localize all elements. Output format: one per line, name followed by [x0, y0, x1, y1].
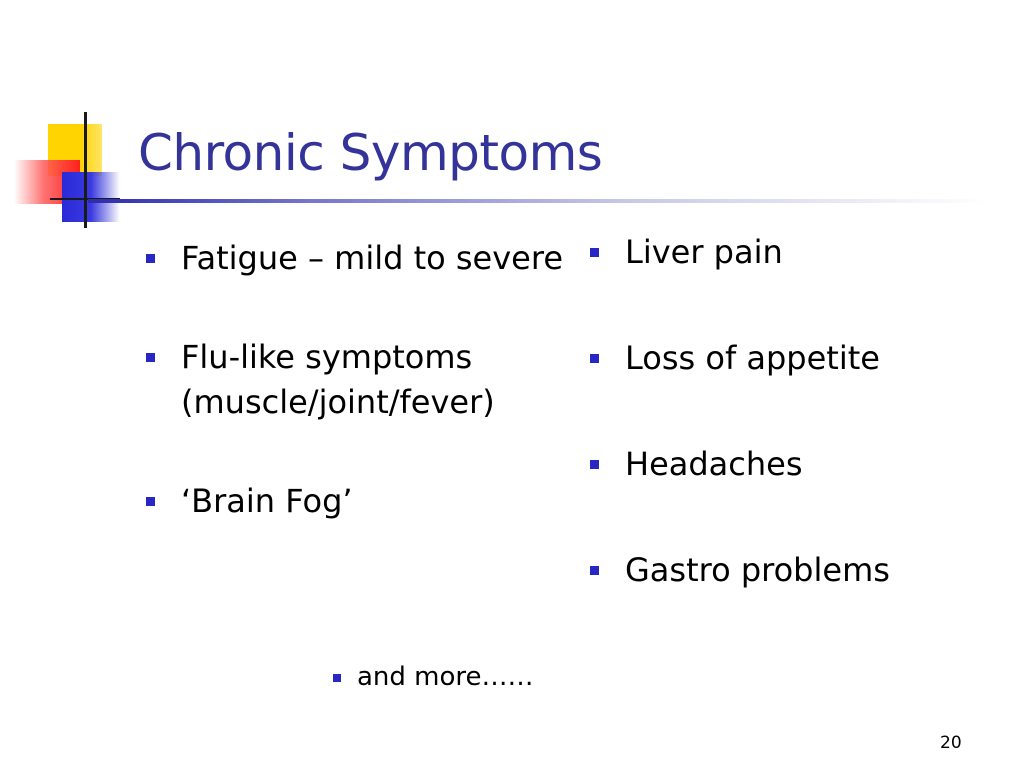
list-item [590, 336, 1010, 381]
ornament-blue-block [62, 172, 120, 222]
list-item-text: ‘Brain Fog’ [181, 482, 353, 520]
ornament-vertical-line [84, 112, 87, 228]
square-bullet-icon [333, 674, 341, 682]
list-item-text: Flu-like symptoms (muscle/joint/fever) [181, 338, 495, 421]
list-item-text: Headaches [625, 445, 803, 483]
square-bullet-icon [146, 497, 155, 506]
extra-item-text: and more…… [357, 662, 534, 692]
square-bullet-icon [146, 254, 155, 263]
list-item [146, 335, 566, 425]
square-bullet-icon [590, 460, 599, 469]
right-bullet-list [590, 230, 1010, 654]
square-bullet-icon [146, 353, 155, 362]
slide-title: Chronic Symptoms [138, 124, 603, 182]
list-item [590, 548, 1010, 593]
page-number: 20 [940, 733, 962, 753]
list-item-text: Fatigue – mild to severe [181, 239, 563, 277]
list-item-text: Liver pain [625, 233, 783, 271]
list-item-text: Gastro problems [625, 551, 890, 589]
extra-list-item [333, 660, 534, 694]
title-underline [88, 199, 988, 203]
list-item [590, 442, 1010, 487]
list-item [590, 230, 1010, 275]
square-bullet-icon [590, 566, 599, 575]
square-bullet-icon [590, 248, 599, 257]
list-item [146, 479, 566, 524]
left-bullet-list [146, 236, 566, 578]
list-item [146, 236, 566, 281]
square-bullet-icon [590, 354, 599, 363]
list-item-text: Loss of appetite [625, 339, 880, 377]
